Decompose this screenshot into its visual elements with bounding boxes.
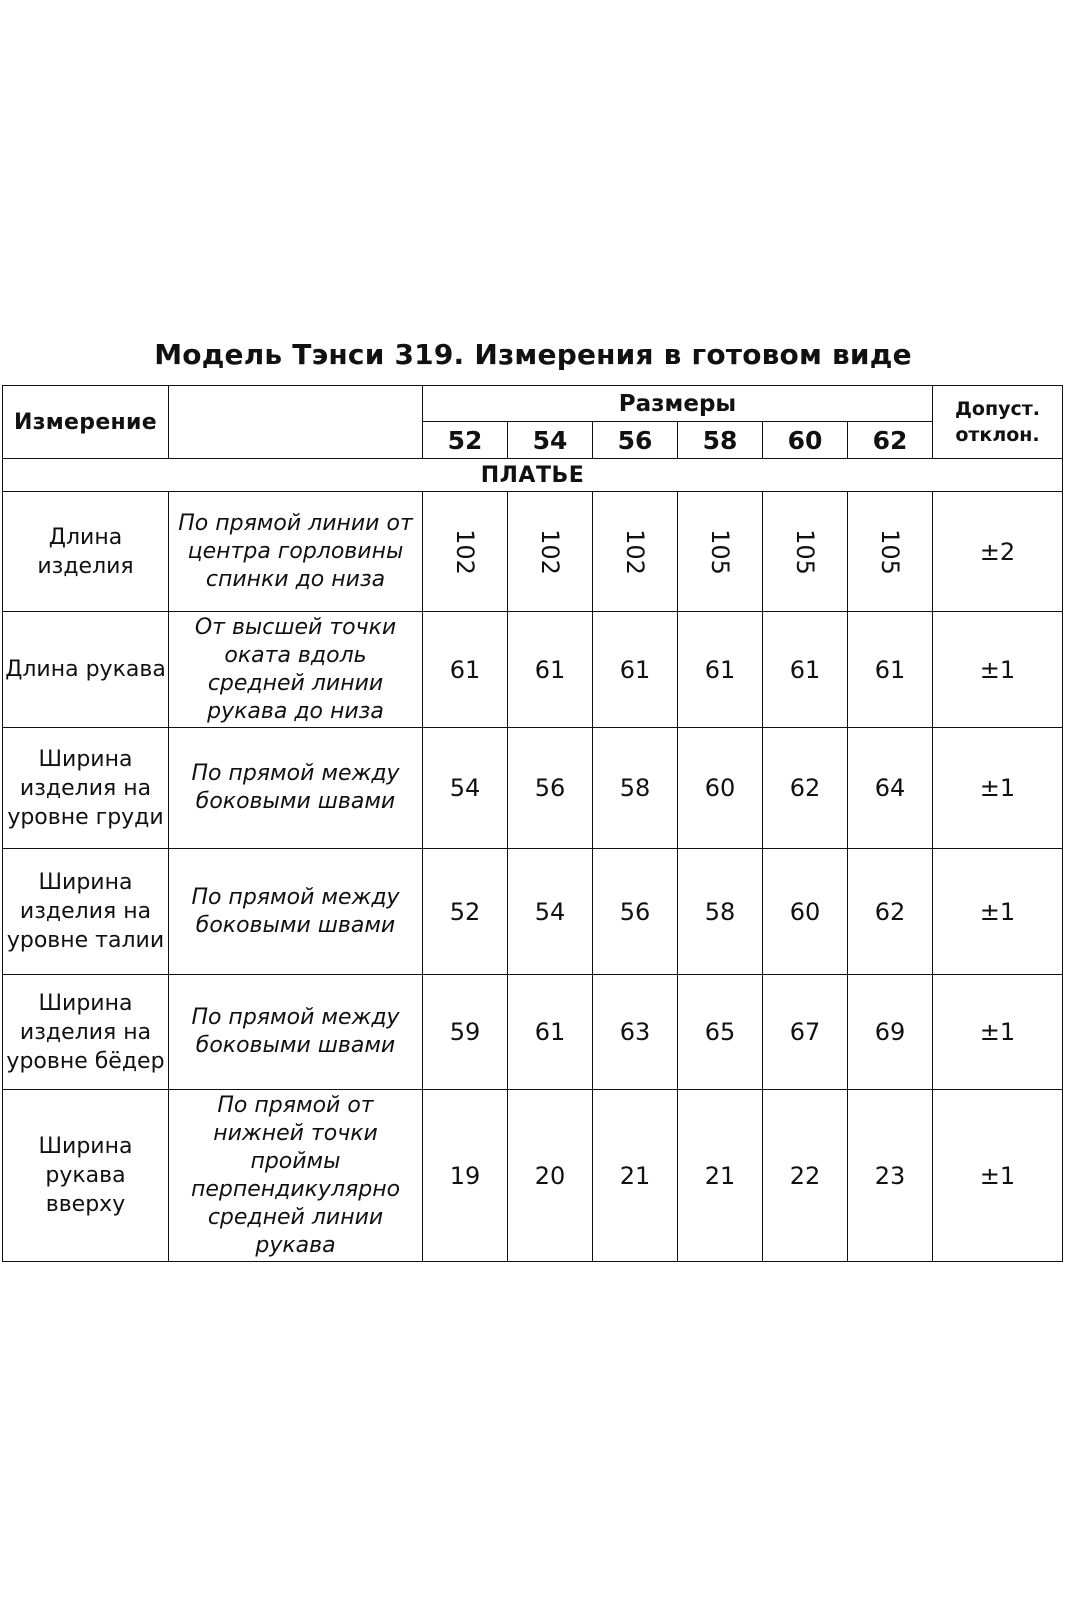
table-row xyxy=(3,728,1063,849)
value-cell: 59 xyxy=(423,975,508,1090)
value-cell: 56 xyxy=(593,849,678,975)
value-cell: 56 xyxy=(508,728,593,849)
measurement-name: Ширина изделия на уровне талии xyxy=(3,849,169,975)
measurement-name: Ширина рукава вверху xyxy=(3,1090,169,1262)
value-cell: 61 xyxy=(508,612,593,728)
value-cell: 61 xyxy=(678,612,763,728)
value-cell: 102 xyxy=(423,492,508,612)
value-cell: 19 xyxy=(423,1090,508,1262)
value-cell: 60 xyxy=(763,849,848,975)
measurement-description: От высшей точки оката вдоль средней линии рукава до низа xyxy=(169,612,423,728)
value-cell: 105 xyxy=(678,492,763,612)
value-cell: 61 xyxy=(423,612,508,728)
value-cell: 65 xyxy=(678,975,763,1090)
measurement-name: Длина рукава xyxy=(3,612,169,728)
header-row xyxy=(3,386,1063,422)
description-header xyxy=(169,386,423,459)
table-row xyxy=(3,849,1063,975)
sizes-header: Размеры xyxy=(423,386,933,422)
tolerance-cell: ±1 xyxy=(933,728,1063,849)
measurement-description: По прямой линии от центра горловины спинки до низа xyxy=(169,492,423,612)
value-cell: 23 xyxy=(848,1090,933,1262)
measurement-name: Ширина изделия на уровне бёдер xyxy=(3,975,169,1090)
section-title: ПЛАТЬЕ xyxy=(3,459,1063,492)
measurement-description: По прямой между боковыми швами xyxy=(169,849,423,975)
value-cell: 61 xyxy=(508,975,593,1090)
table-row xyxy=(3,975,1063,1090)
value-cell: 67 xyxy=(763,975,848,1090)
value-cell: 54 xyxy=(423,728,508,849)
value-cell: 61 xyxy=(848,612,933,728)
value-cell: 64 xyxy=(848,728,933,849)
value-cell: 58 xyxy=(678,849,763,975)
section-row xyxy=(3,459,1063,492)
measurement-description: По прямой между боковыми швами xyxy=(169,728,423,849)
measurement-header: Измерение xyxy=(3,386,169,459)
value-cell: 105 xyxy=(763,492,848,612)
size-52: 52 xyxy=(423,422,508,459)
size-54: 54 xyxy=(508,422,593,459)
table-row xyxy=(3,612,1063,728)
measurement-name: Ширина изделия на уровне груди xyxy=(3,728,169,849)
value-cell: 102 xyxy=(508,492,593,612)
value-cell: 20 xyxy=(508,1090,593,1262)
measurement-name: Длина изделия xyxy=(3,492,169,612)
measurements-table xyxy=(2,385,1063,1262)
value-cell: 62 xyxy=(763,728,848,849)
value-cell: 22 xyxy=(763,1090,848,1262)
measurement-description: По прямой от нижней точки проймы перпендикулярно средней линии рукава xyxy=(169,1090,423,1262)
size-58: 58 xyxy=(678,422,763,459)
value-cell: 52 xyxy=(423,849,508,975)
tolerance-cell: ±1 xyxy=(933,849,1063,975)
value-cell: 102 xyxy=(593,492,678,612)
tolerance-cell: ±1 xyxy=(933,975,1063,1090)
value-cell: 21 xyxy=(593,1090,678,1262)
value-cell: 62 xyxy=(848,849,933,975)
value-cell: 54 xyxy=(508,849,593,975)
value-cell: 69 xyxy=(848,975,933,1090)
value-cell: 58 xyxy=(593,728,678,849)
value-cell: 105 xyxy=(848,492,933,612)
page-title: Модель Тэнси 319. Измерения в готовом виде xyxy=(154,338,912,371)
size-56: 56 xyxy=(593,422,678,459)
tolerance-header-line2: отклон. xyxy=(955,424,1040,446)
value-cell: 60 xyxy=(678,728,763,849)
value-cell: 61 xyxy=(593,612,678,728)
table-row xyxy=(3,1090,1063,1262)
value-cell: 61 xyxy=(763,612,848,728)
tolerance-cell: ±1 xyxy=(933,1090,1063,1262)
tolerance-header xyxy=(933,386,1063,459)
size-60: 60 xyxy=(763,422,848,459)
tolerance-cell: ±2 xyxy=(933,492,1063,612)
tolerance-header-line1: Допуст. xyxy=(955,398,1040,420)
size-62: 62 xyxy=(848,422,933,459)
measurement-description: По прямой между боковыми швами xyxy=(169,975,423,1090)
tolerance-cell: ±1 xyxy=(933,612,1063,728)
table-row xyxy=(3,492,1063,612)
value-cell: 21 xyxy=(678,1090,763,1262)
value-cell: 63 xyxy=(593,975,678,1090)
